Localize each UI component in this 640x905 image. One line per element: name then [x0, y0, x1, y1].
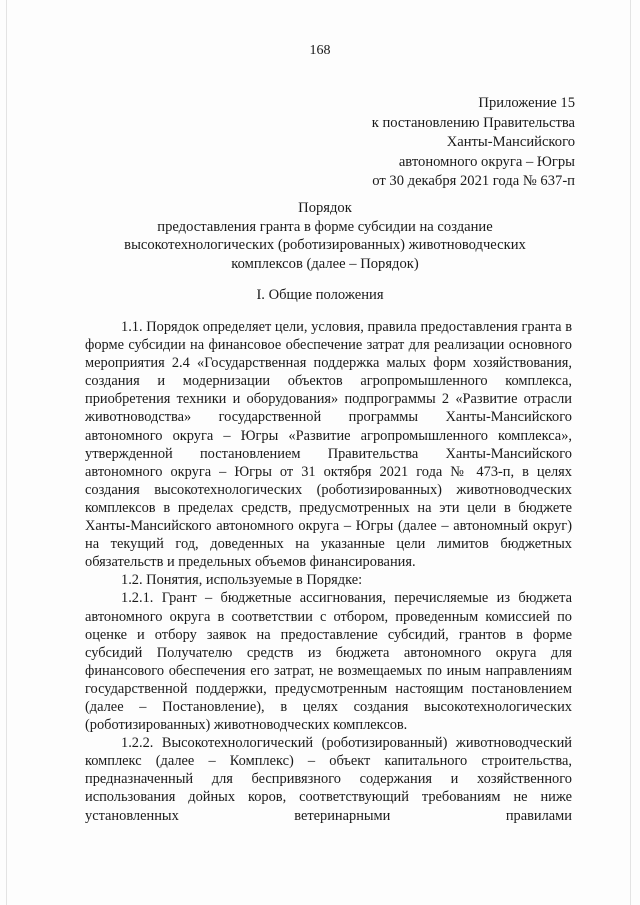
scan-edge-right	[630, 0, 631, 905]
title-line: Порядок	[298, 200, 352, 216]
appendix-line: от 30 декабря 2021 года № 637-п	[372, 173, 575, 189]
appendix-header	[275, 94, 575, 192]
appendix-line: к постановлению Правительства	[371, 114, 575, 131]
paragraph-1-2-2: 1.2.2. Высокотехнологический (роботизированный) животноводческий комплекс (далее – Комплекс) – объект капитального строительства, предназначенный для беспривязного содержания и хозяйственного использования дойных коров, соответствующий требованиям не ниже установленных ветеринарными правилами	[85, 735, 572, 824]
appendix-line: Приложение 15	[478, 95, 575, 111]
paragraph-1-2: 1.2. Понятия, используемые в Порядке:	[121, 572, 363, 589]
scan-edge-left	[6, 0, 7, 905]
page-number: 168	[309, 43, 331, 58]
appendix-line: Ханты-Мансийского	[446, 134, 575, 150]
appendix-line: автономного округа – Югры	[398, 153, 575, 170]
title-line: предоставления гранта в форме субсидии на создание	[157, 218, 493, 235]
section-heading: I. Общие положения	[256, 287, 384, 303]
body-text	[85, 318, 572, 825]
paragraph-1-1: 1.1. Порядок определяет цели, условия, правила предоставления гранта в форме субсидии на финансовое обеспечение затрат для реализации основного мероприятия 2.4 «Государственная поддержка малых форм хозяйствования, создания и модернизации объектов агропромышленного комплекса, приобретения техники и оборудования» подпрограммы 2 «Развитие отрасли животноводства» государственной программы Ханты-Мансийского автономного округа – Югры «Развитие агропромышленного комплекса», утвержденной постановлением Правительства Ханты-Мансийского автономного округа – Югры от 31 октября 2021 года № 473-п, в целях создания высокотехнологических (роботизированных) животноводческих комплексов в пределах средств, предусмотренных на эти цели в бюджете Ханты-Мансийского автономного округа – Югры (далее – автономный округ) на текущий год, доведенных на указанные цели лимитов бюджетных обязательств и предельных объемов финансирования.	[85, 319, 572, 571]
title-line: комплексов (далее – Порядок)	[231, 255, 419, 272]
paragraph-1-2-1: 1.2.1. Грант – бюджетные ассигнования, перечисляемые из бюджета автономного округа в соответствии с отбором, проведенным комиссией по оценке и отбору заявок на предоставление субсидий, грантов в форме субсидий Получателю средств из бюджета автономного округа для финансового обеспечения его затрат, не возмещаемых по иным направлениям государственной поддержки, предусмотренным настоящим постановлением (далее – Постановление), в целях создания высокотехнологических (роботизированных) животноводческих комплексов.	[85, 590, 572, 734]
document-title	[85, 199, 565, 273]
title-line: высокотехнологических (роботизированных) животноводческих	[124, 237, 526, 254]
